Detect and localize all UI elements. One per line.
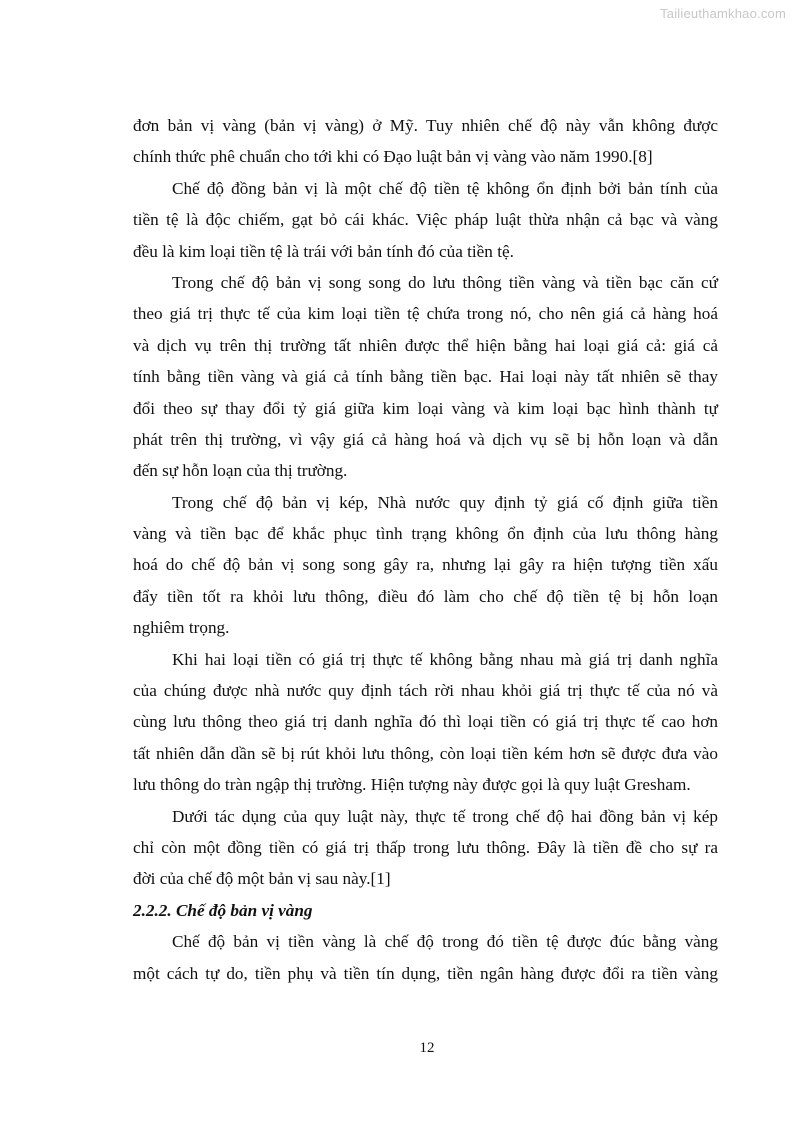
- page-number: 12: [419, 1040, 435, 1056]
- text-line: tất nhiên dẫn dần sẽ bị rút khỏi lưu thông, còn loại tiền kém hơn sẽ được đưa vào: [133, 743, 718, 763]
- text-line: Chế độ bản vị tiền vàng là chế độ trong đó tiền tệ được đúc bằng vàng: [172, 932, 718, 952]
- text-line: chính thức phê chuẩn cho tới khi có Đạo luật bản vị vàng vào năm 1990.[8]: [133, 147, 653, 167]
- text-line: vàng và tiền bạc để khắc phục tình trạng không ổn định của lưu thông hàng: [133, 524, 718, 544]
- text-line: Trong chế độ bản vị kép, Nhà nước quy định tỷ giá cố định giữa tiền: [172, 492, 718, 512]
- text-line: tính bằng tiền vàng và giá cả tính bằng tiền bạc. Hai loại này tất nhiên sẽ thay: [133, 367, 718, 387]
- text-line: đời của chế độ một bản vị sau này.[1]: [133, 869, 391, 889]
- text-line: Dưới tác dụng của quy luật này, thực tế trong chế độ hai đồng bản vị kép: [172, 806, 718, 826]
- text-line: đổi theo sự thay đổi tỷ giá giữa kim loại vàng và kim loại bạc hình thành tự: [133, 398, 718, 418]
- text-line: tiền tệ là độc chiếm, gạt bỏ cái khác. Việc pháp luật thừa nhận cả bạc và vàng: [133, 210, 718, 230]
- text-line: Trong chế độ bản vị song song do lưu thông tiền vàng và tiền bạc căn cứ: [172, 272, 718, 292]
- text-line: Khi hai loại tiền có giá trị thực tế không bằng nhau mà giá trị danh nghĩa: [172, 649, 718, 669]
- text-line: một cách tự do, tiền phụ và tiền tín dụng, tiền ngân hàng được đổi ra tiền vàng: [133, 963, 718, 983]
- text-line: và dịch vụ trên thị trường tất nhiên được thể hiện bằng hai loại giá cả: giá cả: [133, 335, 718, 355]
- section-heading: 2.2.2. Chế độ bản vị vàng: [133, 900, 313, 920]
- document-body: [133, 110, 718, 989]
- text-line: lưu thông do tràn ngập thị trường. Hiện tượng này được gọi là quy luật Gresham.: [133, 775, 691, 795]
- text-line: chỉ còn một đồng tiền có giá trị thấp trong lưu thông. Đây là tiền đề cho sự ra: [133, 837, 718, 857]
- text-line: theo giá trị thực tế của kim loại tiền tệ chứa trong nó, cho nên giá cả hàng hoá: [133, 304, 718, 324]
- text-line: đẩy tiền tốt ra khỏi lưu thông, điều đó làm cho chế độ tiền tệ bị hỗn loạn: [133, 586, 718, 606]
- text-line: nghiêm trọng.: [133, 618, 230, 638]
- watermark-text: Tailieuthamkhao.com: [660, 6, 786, 21]
- text-line: của chúng được nhà nước quy định tách rời nhau khỏi giá trị thực tế của nó và: [133, 681, 718, 701]
- text-line: cùng lưu thông theo giá trị danh nghĩa đó thì loại tiền có giá trị thực tế cao hơn: [133, 712, 718, 732]
- text-line: phát trên thị trường, vì vậy giá cả hàng hoá và dịch vụ sẽ bị hỗn loạn và dẫn: [133, 429, 718, 449]
- text-line: đơn bản vị vàng (bản vị vàng) ở Mỹ. Tuy nhiên chế độ này vẫn không được: [133, 116, 718, 135]
- text-line: Chế độ đồng bản vị là một chế độ tiền tệ không ổn định bởi bản tính của: [172, 178, 718, 198]
- closing-paragraph: [133, 926, 718, 989]
- text-line: hoá do chế độ bản vị song song gây ra, nhưng lại gây ra hiện tượng tiền xấu: [133, 555, 718, 575]
- text-line: đến sự hỗn loạn của thị trường.: [133, 461, 348, 481]
- text-line: đều là kim loại tiền tệ là trái với bản tính đó của tiền tệ.: [133, 241, 514, 261]
- body-paragraphs: [133, 110, 718, 895]
